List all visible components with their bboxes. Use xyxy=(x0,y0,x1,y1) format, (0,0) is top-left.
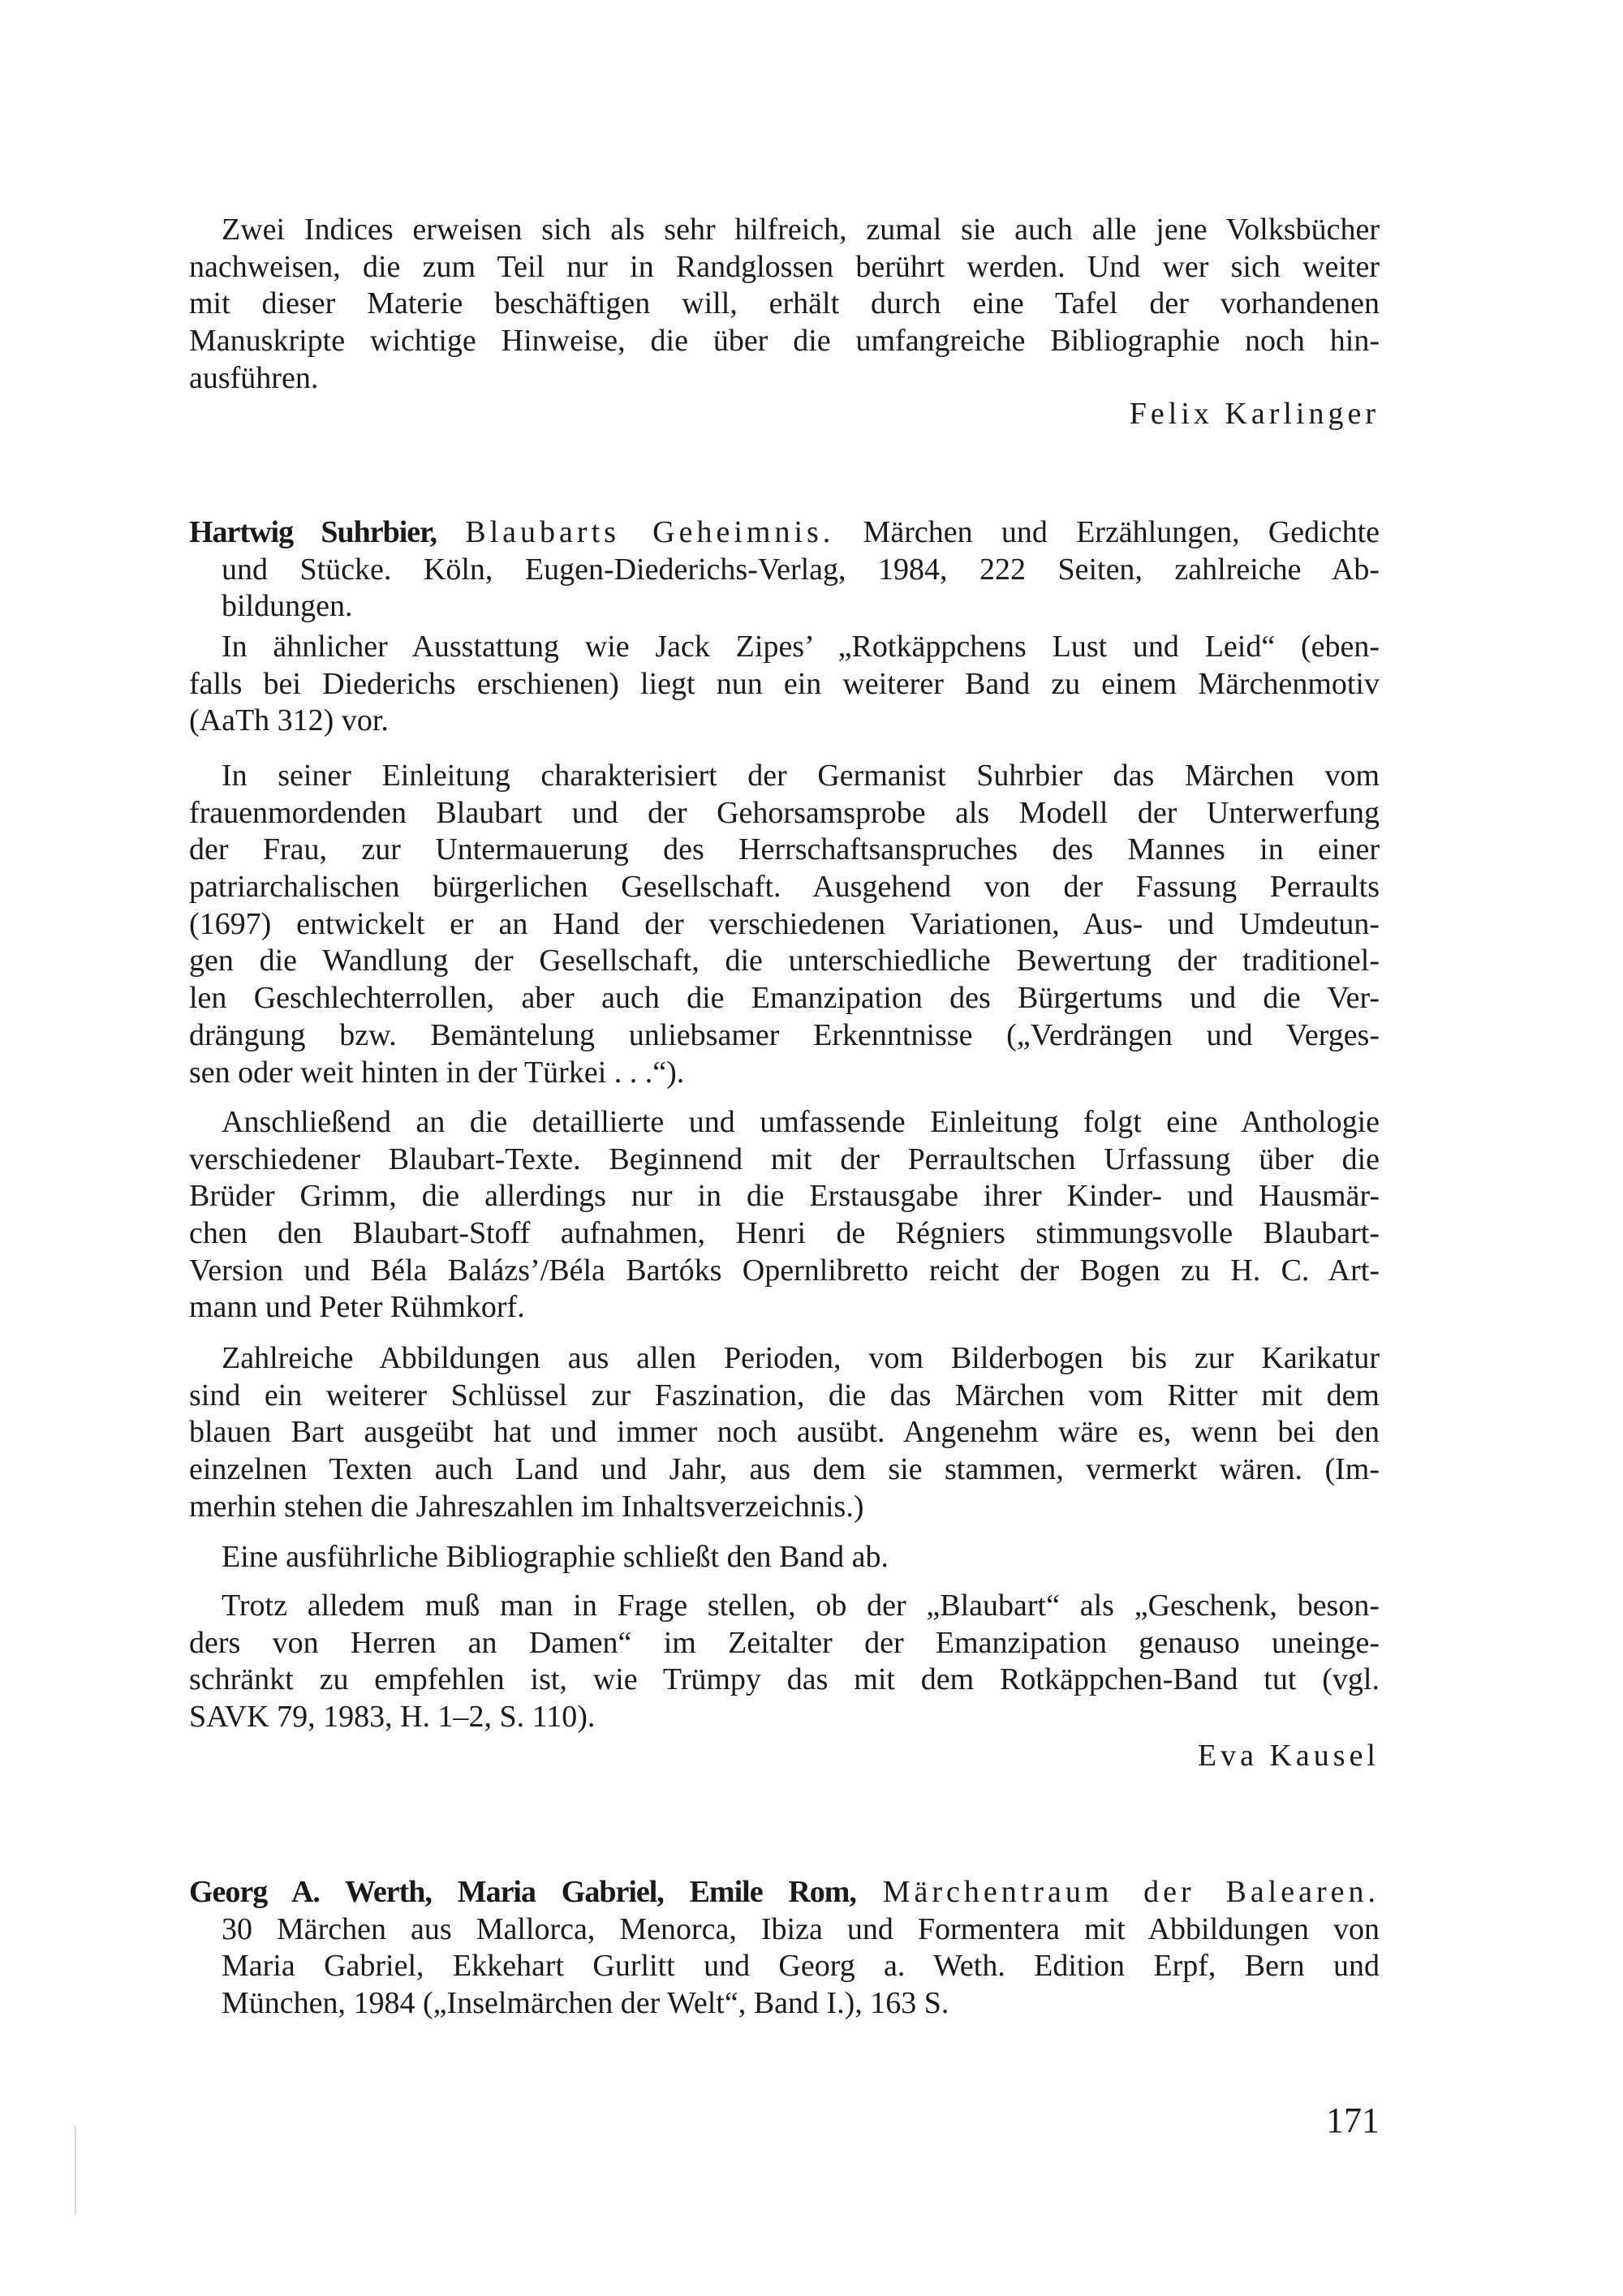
text-line: Trotz alledem muß man in Frage stellen, ob der „Blaubart“ als „Geschenk, beson- xyxy=(222,1589,1380,1623)
text-line: Manuskripte wichtige Hinweise, die über die umfangreiche Bibliographie noch hin- xyxy=(189,324,1380,359)
bibliographic-entry xyxy=(189,514,1380,626)
text-line: (1697) entwickelt er an Hand der verschiedenen Variationen, Aus- und Umdeutun- xyxy=(189,906,1380,941)
page-number: 171 xyxy=(1326,2100,1380,2140)
paragraph xyxy=(189,1340,1380,1525)
text-line: gen die Wandlung der Gesellschaft, die unterschiedliche Bewertung der traditionel- xyxy=(189,944,1380,978)
text-line: (AaTh 312) vor. xyxy=(189,703,389,738)
text-line: ausführen. xyxy=(189,360,319,395)
reviewer-signature: Felix Karlinger xyxy=(1129,397,1380,431)
paragraph xyxy=(189,212,1380,397)
entry-line: und Stücke. Köln, Eugen-Diederichs-Verlag, 1984, 222 Seiten, zahlreiche Ab- xyxy=(222,552,1380,587)
text-line: der Frau, zur Untermauerung des Herrschaftsanspruches des Mannes in einer xyxy=(189,832,1380,867)
text-line: In ähnlicher Ausstattung wie Jack Zipes’ „Rotkäppchens Lust und Leid“ (eben- xyxy=(222,630,1380,664)
text-line: Version und Béla Balázs’/Béla Bartóks Opernlibretto reicht der Bogen zu H. C. Art- xyxy=(189,1253,1380,1288)
text-line: einzelnen Texten auch Land und Jahr, aus dem sie stammen, vermerkt wären. (Im- xyxy=(189,1452,1380,1487)
text-line: frauenmordenden Blaubart und der Gehorsamsprobe als Modell der Unterwerfung xyxy=(189,795,1380,830)
text-line: schränkt zu empfehlen ist, wie Trümpy das mit dem Rotkäppchen-Band tut (vgl. xyxy=(189,1662,1380,1697)
entry-line: Maria Gabriel, Ekkehart Gurlitt und Georg a. Weth. Edition Erpf, Bern und xyxy=(222,1949,1380,1984)
text-line: mit dieser Materie beschäftigen will, erhält durch eine Tafel der vorhandenen xyxy=(189,286,1380,321)
text-line: mann und Peter Rühmkorf. xyxy=(189,1290,525,1325)
entry-author: Hartwig Suhrbier, xyxy=(189,515,437,549)
text-line: patriarchalischen bürgerlichen Gesellschaft. Ausgehend von der Fassung Perraults xyxy=(189,870,1380,905)
entry-details: Märchen und Erzählungen, Gedichte xyxy=(863,515,1380,549)
text-line: In seiner Einleitung charakterisiert der Germanist Suhrbier das Märchen vom xyxy=(222,759,1380,793)
entry-heading xyxy=(189,514,1380,552)
text-line: sind ein weiterer Schlüssel zur Faszination, die das Märchen vom Ritter mit dem xyxy=(189,1378,1380,1412)
text-line: SAVK 79, 1983, H. 1–2, S. 110). xyxy=(189,1700,596,1735)
entry-line: bildungen. xyxy=(222,589,353,624)
paragraph xyxy=(189,758,1380,1091)
text-line: Zwei Indices erweisen sich als sehr hilfreich, zumal sie auch alle jene Volksbücher xyxy=(222,213,1380,247)
text-line: drängung bzw. Bemäntelung unliebsamer Erkenntnisse („Verdrängen und Verges- xyxy=(189,1017,1380,1052)
text-line: sen oder weit hinten in der Türkei . . .“). xyxy=(189,1055,685,1090)
reviewer-signature: Eva Kausel xyxy=(1197,1739,1380,1773)
entry-heading xyxy=(189,1874,1380,1911)
entry-title: Märchentraum der Balearen. xyxy=(882,1875,1380,1909)
text-line: falls bei Diederichs erschienen) liegt nun ein weiterer Band zu einem Märchenmotiv xyxy=(189,666,1380,701)
text-line: chen den Blaubart-Stoff aufnahmen, Henri de Régniers stimmungsvolle Blaubart- xyxy=(189,1216,1380,1251)
text-line: verschiedener Blaubart-Texte. Beginnend mit der Perraultschen Urfassung über die xyxy=(189,1142,1380,1176)
text-line: nachweisen, die zum Teil nur in Randglossen berührt werden. Und wer sich weiter xyxy=(189,249,1380,284)
text-line: blauen Bart ausgeübt hat und immer noch ausübt. Angenehm wäre es, wenn bei den xyxy=(189,1415,1380,1450)
entry-title: Blaubarts Geheimnis. xyxy=(465,515,835,549)
text-line: Brüder Grimm, die allerdings nur in die Erstausgabe ihrer Kinder- und Hausmär- xyxy=(189,1179,1380,1214)
paragraph xyxy=(189,1539,1380,1576)
entry-line: 30 Märchen aus Mallorca, Menorca, Ibiza und Formentera mit Abbildungen von xyxy=(222,1911,1380,1946)
paragraph xyxy=(189,1104,1380,1326)
text-line: Anschließend an die detaillierte und umfassende Einleitung folgt eine Anthologie xyxy=(222,1105,1380,1139)
text-line: Eine ausführliche Bibliographie schließt den Band ab. xyxy=(222,1540,889,1574)
text-line: ders von Herren an Damen“ im Zeitalter der Emanzipation genauso uneinge- xyxy=(189,1625,1380,1660)
paragraph xyxy=(189,629,1380,740)
scan-artifact xyxy=(75,2126,76,2215)
bibliographic-entry xyxy=(189,1874,1380,2023)
paragraph xyxy=(189,1588,1380,1736)
entry-line: München, 1984 („Inselmärchen der Welt“, Band I.), 163 S. xyxy=(222,1986,949,2021)
text-line: Zahlreiche Abbildungen aus allen Perioden, vom Bilderbogen bis zur Karikatur xyxy=(222,1341,1380,1375)
text-line: merhin stehen die Jahreszahlen im Inhaltsverzeichnis.) xyxy=(189,1489,864,1524)
entry-author: Georg A. Werth, Maria Gabriel, Emile Rom, xyxy=(189,1875,856,1909)
text-line: len Geschlechterrollen, aber auch die Emanzipation des Bürgertums und die Ver- xyxy=(189,981,1380,1016)
